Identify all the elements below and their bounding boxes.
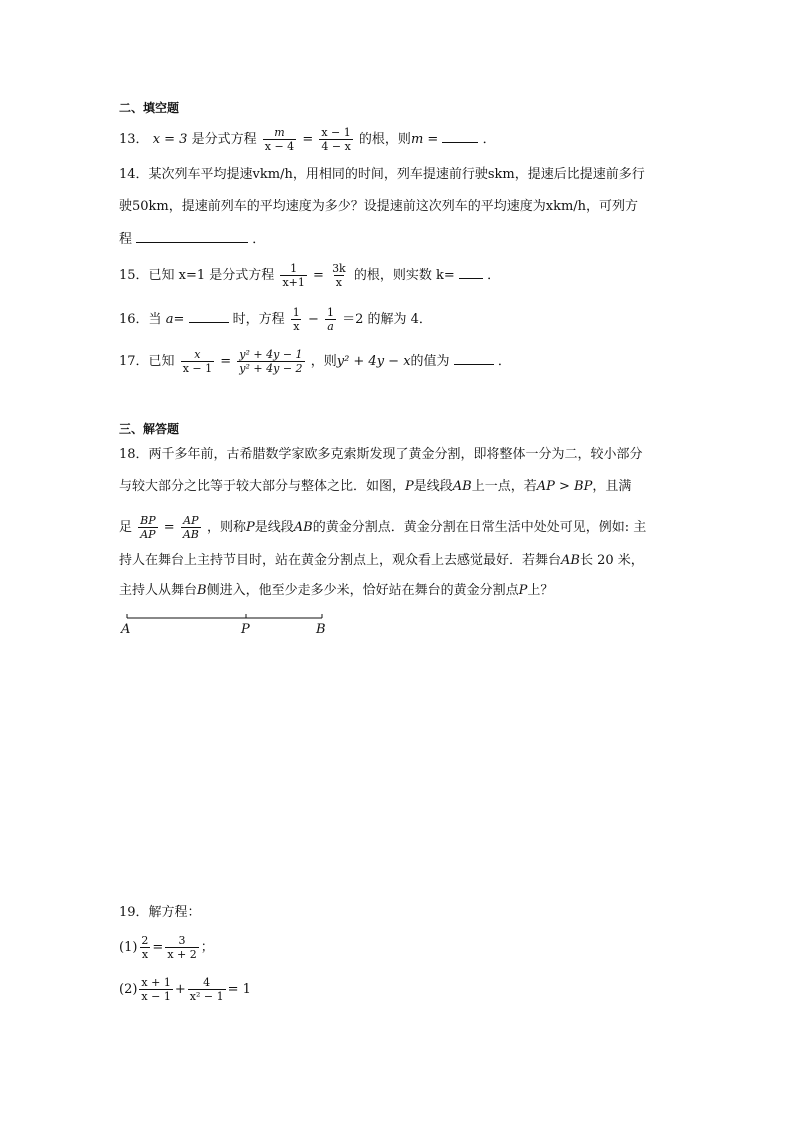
numerator: 1	[292, 306, 300, 319]
text: 与较大部分之比等于较大部分与整体之比．如图，	[119, 479, 406, 494]
fraction	[330, 262, 348, 289]
answer-blank	[454, 352, 494, 365]
denominator: AP	[140, 528, 156, 541]
numerator: m	[274, 126, 285, 139]
text: 主持人从舞台	[119, 583, 198, 598]
variable: m	[410, 132, 424, 147]
question-18-line-2	[119, 478, 631, 496]
question-14-line-3	[119, 230, 265, 249]
text: ，且满	[592, 479, 632, 494]
question-14-line-1: 14．某次列车平均提速vkm/h，用相同的时间，列车提速前行驶skm，提速后比提速前多行	[119, 167, 645, 182]
question-19-part-2	[119, 976, 251, 1003]
numerator: AP	[183, 514, 199, 527]
text: 侧进入，他至少走多少米，恰好站在舞台的黄金分割点	[206, 583, 519, 598]
fraction	[291, 306, 302, 333]
denominator: x+1	[282, 276, 305, 289]
text: ．	[487, 268, 501, 283]
variable: P	[518, 583, 528, 598]
fraction	[280, 262, 306, 289]
denominator: a	[327, 320, 334, 333]
fraction	[263, 126, 296, 153]
text: 的根，则	[358, 132, 411, 147]
answer-blank	[189, 310, 229, 323]
variable: B	[197, 583, 207, 598]
numerator: 4	[203, 976, 211, 989]
text: 持人在舞台上主持节目时，站在黄金分割点上，观众看上去感觉最好．若舞台	[119, 553, 562, 568]
point-label-a: A	[121, 622, 131, 637]
part-label: (1)	[119, 940, 138, 955]
denominator: x² − 1	[189, 990, 224, 1003]
text: =	[173, 312, 185, 327]
text: 长 20 米，	[579, 553, 644, 568]
denominator: x − 1	[182, 362, 213, 375]
equals: =	[302, 132, 314, 147]
question-18-line-1: 18．两千多年前，古希腊数学家欧多克索斯发现了黄金分割，即将整体一分为二，较小部分	[119, 447, 643, 462]
expression: y² + 4y − x	[336, 354, 411, 369]
question-13	[119, 126, 496, 153]
numerator: BP	[140, 514, 156, 527]
denominator: x	[335, 276, 342, 289]
numerator: 3k	[332, 262, 346, 275]
fraction	[319, 126, 352, 153]
variable: AB	[561, 553, 580, 568]
text: 17．已知	[119, 354, 175, 369]
fraction	[325, 306, 336, 333]
equals: =	[163, 520, 175, 535]
fraction	[139, 934, 150, 961]
text: ，则	[310, 354, 337, 369]
answer-blank	[442, 130, 478, 143]
variable: P	[246, 520, 255, 535]
denominator: x + 2	[167, 948, 197, 961]
text: 的黄金分割点．黄金分割在日常生活中处处可见，例如: 主	[312, 520, 647, 535]
numerator: x + 1	[141, 976, 171, 989]
question-18-line-5	[119, 582, 553, 600]
text: 足	[119, 520, 133, 535]
fraction	[188, 976, 226, 1003]
denominator: y² + 4y − 2	[239, 362, 303, 375]
denominator: AB	[182, 528, 199, 541]
variable: P	[405, 479, 414, 494]
text: 的值为	[410, 354, 450, 369]
fraction	[237, 348, 304, 375]
variable: AB	[293, 520, 313, 535]
question-17	[119, 348, 511, 375]
fraction	[139, 976, 172, 1003]
fraction	[165, 934, 198, 961]
text: ，则称	[207, 520, 247, 535]
denominator: x − 4	[264, 140, 295, 153]
numerator: 3	[178, 934, 186, 947]
denominator: x − 1	[141, 990, 171, 1003]
numerator: x − 1	[321, 126, 351, 139]
question-number: 13．	[119, 132, 149, 147]
question-16	[119, 306, 432, 333]
plus: +	[174, 982, 186, 997]
fraction	[181, 514, 201, 541]
point-label-p: P	[241, 622, 250, 637]
question-18-line-4	[119, 552, 644, 570]
equals: =	[152, 940, 164, 955]
numerator: 1	[326, 306, 334, 319]
numerator: 1	[290, 262, 298, 275]
fraction	[181, 348, 214, 375]
variable: a	[165, 312, 174, 327]
condition: x = 3	[152, 132, 188, 147]
denominator: 4 − x	[321, 140, 351, 153]
text: 程	[119, 232, 133, 247]
text: ；	[200, 940, 214, 955]
segment-figure	[118, 610, 338, 626]
text: 是线段	[413, 479, 453, 494]
text: ．	[497, 354, 511, 369]
expression: AP > BP	[536, 479, 593, 494]
section-title: 三、解答题	[119, 422, 180, 436]
text: ＝2 的解为 4．	[342, 312, 432, 327]
answer-blank	[136, 230, 248, 243]
text: ．	[482, 132, 496, 147]
text: 是分式方程	[191, 132, 257, 147]
numerator: y² + 4y − 1	[239, 348, 303, 361]
question-15	[119, 262, 500, 289]
text: 16．当	[119, 312, 166, 327]
equals: =	[313, 268, 324, 283]
text: 时，方程	[232, 312, 285, 327]
text: ．	[252, 232, 266, 247]
point-label-b: B	[316, 622, 326, 637]
text: 的根，则实数 k=	[353, 268, 455, 283]
question-14-line-2: 驶50km，提速前列车的平均速度为多少？设提速前这次列车的平均速度为xkm/h，可列方	[119, 199, 639, 214]
minus: −	[307, 312, 319, 327]
answer-blank	[459, 266, 483, 279]
section-title: 二、填空题	[119, 101, 180, 115]
question-19-part-1	[119, 934, 214, 961]
question-19-title: 19．解方程：	[119, 905, 201, 920]
text: 是线段	[254, 520, 294, 535]
numerator: 2	[141, 934, 149, 947]
text: 上一点，若	[471, 479, 537, 494]
numerator: x	[194, 348, 201, 361]
part-label: (2)	[119, 982, 138, 997]
fraction	[138, 514, 158, 541]
question-18-line-3	[119, 514, 646, 541]
denominator: x	[293, 320, 300, 333]
equals: =	[220, 354, 232, 369]
text: =	[423, 132, 443, 147]
variable: AB	[452, 479, 472, 494]
text: 15．已知 x=1 是分式方程	[119, 268, 275, 283]
text: = 1	[227, 982, 251, 997]
denominator: x	[141, 948, 149, 961]
text: 上？	[527, 583, 554, 598]
